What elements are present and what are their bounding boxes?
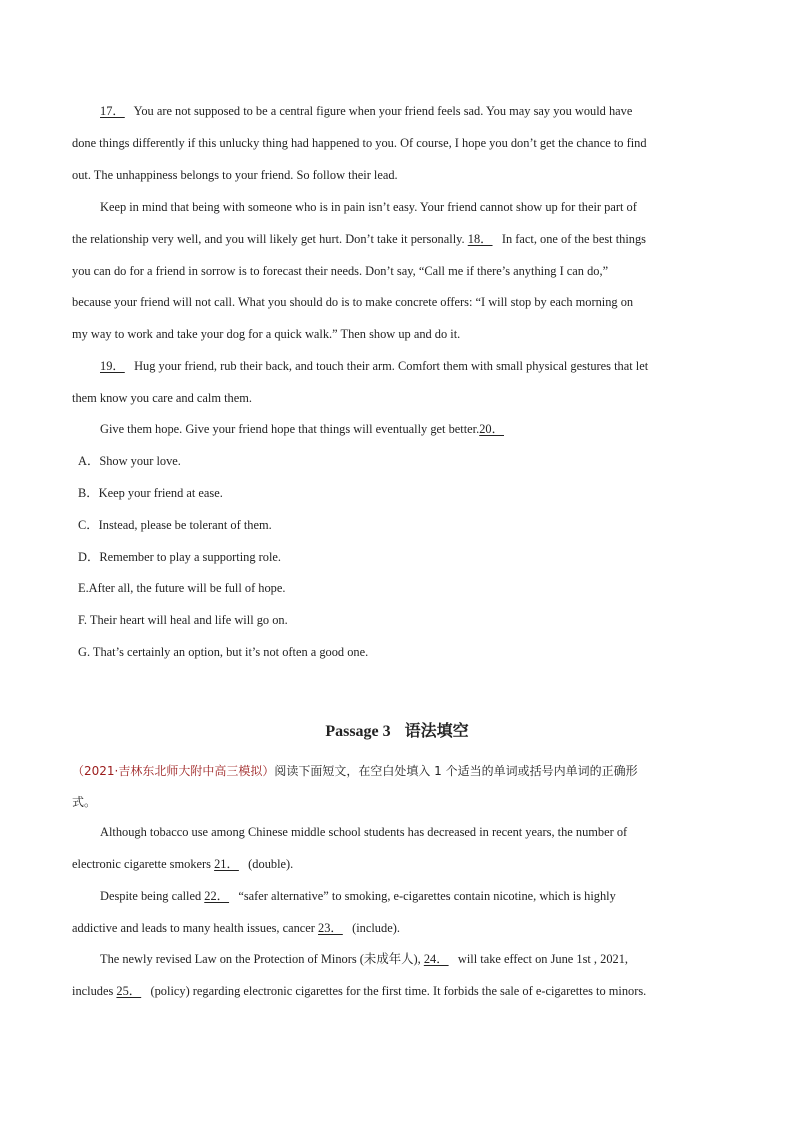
text: addictive and leads to many health issues, cancer [72, 921, 315, 935]
text: The newly revised Law on the Protection of Minors (未成年人), [100, 952, 421, 966]
blank-23[interactable]: 23． [318, 921, 343, 935]
option-b: B．Keep your friend at ease. [78, 486, 223, 500]
heading-title-cn: 语法填空 [404, 721, 469, 740]
instruction-text: 阅读下面短文，在空白处填入 1 个适当的单词或括号内单词的正确形 [274, 764, 638, 778]
paragraph-20-line-1 [100, 421, 724, 437]
blank-18[interactable]: 18． [467, 232, 493, 246]
text: Despite being called [100, 889, 202, 903]
text: includes [72, 984, 114, 998]
section-heading [0, 721, 794, 742]
option-e: E.After all, the future will be full of hope. [78, 581, 286, 595]
option-d: D．Remember to play a supporting role. [78, 550, 282, 564]
p3-paragraph-3-line-2 [72, 983, 724, 999]
blank-20[interactable]: 20． [479, 422, 504, 436]
text: You are not supposed to be a central figure when your friend feels sad. You may say you would have [133, 104, 633, 118]
option-c: C．Instead, please be tolerant of them. [78, 518, 272, 532]
blank-25[interactable]: 25． [116, 984, 142, 998]
instruction-line-2: 式。 [72, 795, 97, 809]
text: will take effect on June 1st , 2021, [457, 952, 629, 966]
heading-title: Passage 3 [325, 723, 391, 740]
p3-paragraph-2-line-2 [72, 920, 724, 936]
paragraph-18-line-5: my way to work and take your dog for a quick walk.” Then show up and do it. [72, 327, 461, 341]
paragraph-18-line-3: you can do for a friend in sorrow is to forecast their needs. Don’t say, “Call me if there’s anything I can do,” [72, 264, 609, 278]
text: Hug your friend, rub their back, and touch their arm. Comfort them with small physical gestures that let [134, 359, 649, 373]
source-label: （2021·吉林东北师大附中高三模拟） [72, 764, 275, 778]
p3-paragraph-1-line-2 [72, 856, 724, 872]
text: the relationship very well, and you will likely get hurt. Don’t take it personally. [72, 232, 465, 246]
paragraph-17-line-3: out. The unhappiness belongs to your friend. So follow their lead. [72, 168, 398, 182]
p3-paragraph-2-line-1 [100, 888, 724, 904]
paragraph-17-line-2: done things differently if this unlucky thing had happened to you. Of course, I hope you don’t get the chance to find [72, 136, 647, 150]
text: electronic cigarette smokers [72, 857, 211, 871]
option-a: A．Show your love. [78, 454, 181, 468]
text: (include). [352, 921, 400, 935]
paragraph-18-line-4: because your friend will not call. What you should do is to make concrete offers: “I will stop by each morning on [72, 295, 634, 309]
blank-21[interactable]: 21． [214, 857, 239, 871]
p3-paragraph-1-line-1: Although tobacco use among Chinese middle school students has decreased in recent years, the number of [100, 825, 628, 839]
paragraph-18-line-1: Keep in mind that being with someone who is in pain isn’t easy. Your friend cannot show up for their part of [100, 200, 637, 214]
paragraph-19-line-1 [100, 358, 724, 374]
text: (double). [248, 857, 294, 871]
p3-paragraph-3-line-1 [100, 951, 724, 967]
blank-24[interactable]: 24． [423, 952, 449, 966]
text: In fact, one of the best things [501, 232, 647, 246]
paragraph-18-line-2 [72, 231, 724, 247]
paragraph-19-line-2: them know you care and calm them. [72, 391, 252, 405]
option-g: G. That’s certainly an option, but it’s not often a good one. [78, 645, 369, 659]
blank-17[interactable]: 17． [100, 104, 125, 118]
text: “safer alternative” to smoking, e-cigarettes contain nicotine, which is highly [238, 889, 616, 903]
option-f: F. Their heart will heal and life will go on. [78, 613, 288, 627]
blank-19[interactable]: 19． [100, 359, 125, 373]
blank-22[interactable]: 22． [204, 889, 230, 903]
instruction-line-1 [72, 763, 724, 779]
text: (policy) regarding electronic cigarettes for the first time. It forbids the sale of e-cigarettes to minors. [150, 984, 647, 998]
paragraph-17-line-1 [100, 103, 724, 119]
text: Give them hope. Give your friend hope that things will eventually get better. [100, 422, 480, 436]
